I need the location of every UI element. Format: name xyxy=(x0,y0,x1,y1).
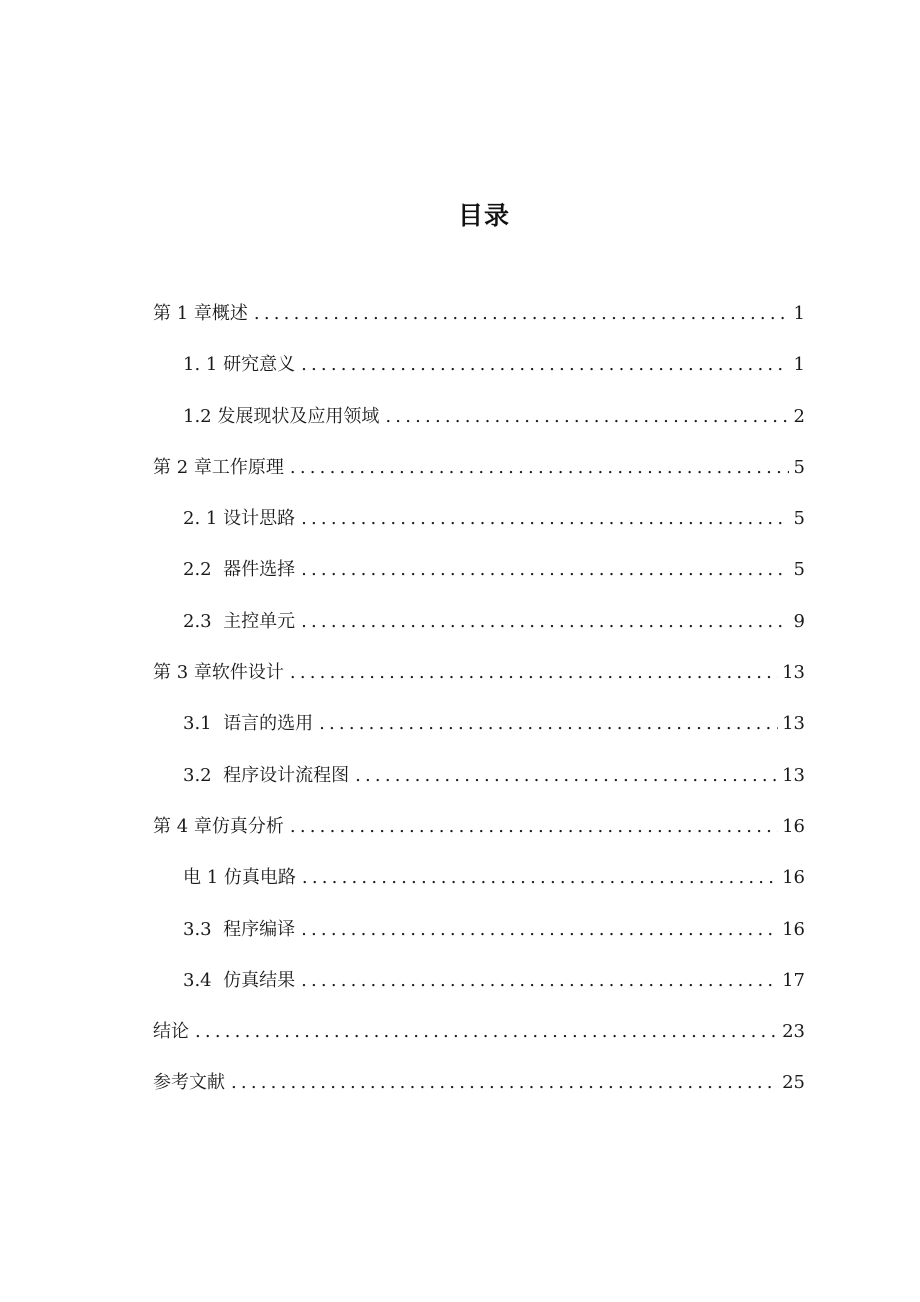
dot-leader xyxy=(319,698,778,749)
toc-entry[interactable] xyxy=(153,1057,805,1108)
toc-entry[interactable] xyxy=(153,698,805,749)
dot-leader xyxy=(301,596,789,647)
toc-page-number: 5 xyxy=(793,559,805,581)
toc-entry[interactable] xyxy=(153,596,805,647)
toc-entry[interactable] xyxy=(153,288,805,339)
dot-leader xyxy=(301,493,789,544)
toc-page-number: 16 xyxy=(782,815,805,837)
toc-entry[interactable] xyxy=(153,339,805,390)
toc-page-number: 9 xyxy=(793,610,805,632)
toc-page-number: 13 xyxy=(782,713,805,735)
dot-leader xyxy=(195,1006,778,1057)
dot-leader xyxy=(290,442,789,493)
toc-entry-label: 电 1 仿真电路 xyxy=(183,867,296,889)
toc-entry[interactable] xyxy=(153,391,805,442)
dot-leader xyxy=(301,544,789,595)
toc-page-number: 25 xyxy=(782,1072,805,1094)
toc-page-number: 13 xyxy=(782,764,805,786)
toc-entry[interactable] xyxy=(153,904,805,955)
toc-entry[interactable] xyxy=(153,750,805,801)
toc-entry-label: 3.3 程序编译 xyxy=(183,918,296,940)
toc-page-number: 13 xyxy=(782,662,805,684)
dot-leader xyxy=(302,852,778,903)
toc-page-number: 2 xyxy=(793,405,805,427)
toc-page-number: 23 xyxy=(782,1021,805,1043)
toc-page-number: 1 xyxy=(793,354,805,376)
page-title: 目录 xyxy=(457,201,510,230)
toc-entry[interactable] xyxy=(153,852,805,903)
dot-leader xyxy=(254,288,789,339)
dot-leader xyxy=(301,955,778,1006)
toc-entry-label: 结论 xyxy=(153,1021,189,1043)
toc-entry[interactable] xyxy=(153,801,805,852)
toc-entry-label: 第 4 章仿真分析 xyxy=(153,815,284,837)
toc-entry-label: 3.2 程序设计流程图 xyxy=(183,764,350,786)
dot-leader xyxy=(301,339,789,390)
table-of-contents xyxy=(153,288,805,1109)
toc-page-number: 16 xyxy=(782,867,805,889)
dot-leader xyxy=(385,391,789,442)
dot-leader xyxy=(290,801,778,852)
toc-entry-label: 第 2 章工作原理 xyxy=(153,456,284,478)
dot-leader xyxy=(301,904,778,955)
toc-page-number: 17 xyxy=(782,969,805,991)
toc-entry-label: 3.1 语言的选用 xyxy=(183,713,314,735)
toc-entry[interactable] xyxy=(153,647,805,698)
toc-entry[interactable] xyxy=(153,442,805,493)
toc-entry-label: 1.2 发展现状及应用领域 xyxy=(183,405,380,427)
toc-page-number: 16 xyxy=(782,918,805,940)
toc-entry-label: 2.3 主控单元 xyxy=(183,610,296,632)
toc-page-number: 5 xyxy=(793,456,805,478)
toc-entry-label: 3.4 仿真结果 xyxy=(183,969,296,991)
toc-page-number: 5 xyxy=(793,508,805,530)
toc-entry-label: 参考文献 xyxy=(153,1072,225,1094)
toc-entry-label: 2. 1 设计思路 xyxy=(183,508,296,530)
toc-entry-label: 1. 1 研究意义 xyxy=(183,354,296,376)
toc-entry[interactable] xyxy=(153,493,805,544)
dot-leader xyxy=(290,647,778,698)
toc-entry-label: 第 3 章软件设计 xyxy=(153,662,284,684)
dot-leader xyxy=(355,750,778,801)
toc-entry-label: 第 1 章概述 xyxy=(153,303,248,324)
toc-page-number: 1 xyxy=(793,303,805,324)
toc-entry[interactable] xyxy=(153,955,805,1006)
toc-entry[interactable] xyxy=(153,1006,805,1057)
toc-entry[interactable] xyxy=(153,544,805,595)
dot-leader xyxy=(231,1057,778,1108)
toc-entry-label: 2.2 器件选择 xyxy=(183,559,296,581)
